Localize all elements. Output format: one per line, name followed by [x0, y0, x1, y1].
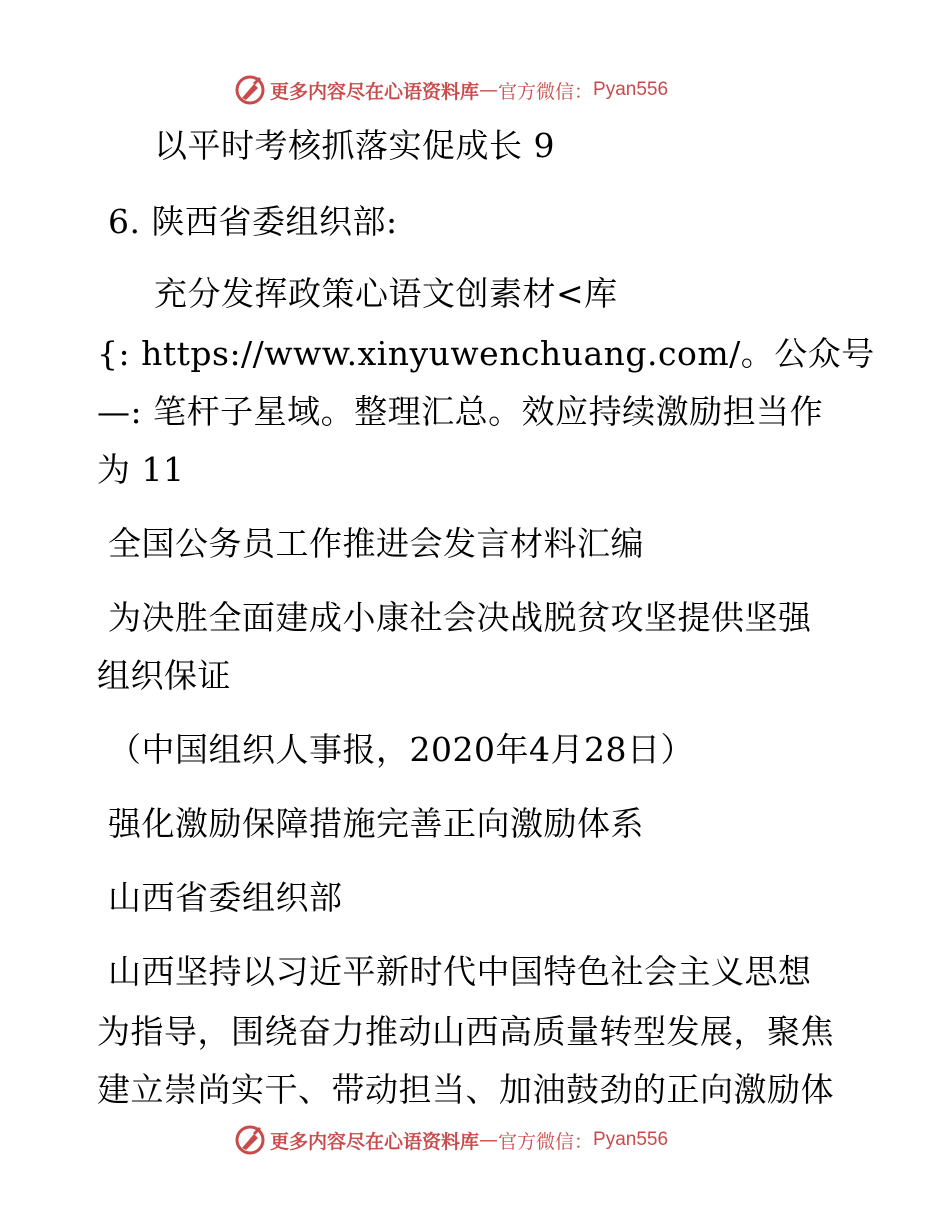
article-source: （中国组织人事报，2020年4月28日）	[108, 730, 694, 769]
pen-nib-circle-icon	[234, 1124, 266, 1156]
watermark-dash: —	[479, 79, 499, 101]
watermark-main-text: 更多内容尽在心语资料库	[270, 1130, 480, 1153]
watermark-label: 官方微信：	[498, 80, 594, 103]
toc-line-2: 6. 陕西省委组织部:	[108, 202, 398, 241]
header-watermark	[234, 72, 668, 108]
watermark-label: 官方微信：	[498, 1130, 594, 1153]
watermark-dash: —	[479, 1129, 499, 1151]
paragraph-line-3: 建立崇尚实干、带动担当、加油鼓劲的正向激励体	[97, 1070, 834, 1109]
text-line-5: —: 笔杆子星域。整理汇总。效应持续激励担当作	[97, 392, 824, 431]
paragraph-line-1: 山西坚持以习近平新时代中国特色社会主义思想	[108, 952, 812, 991]
watermark-account: Pyan556	[593, 1129, 669, 1150]
section-title: 全国公务员工作推进会发言材料汇编	[108, 524, 644, 563]
toc-line-1: 以平时考核抓落实促成长 9	[154, 126, 555, 165]
subheading: 强化激励保障措施完善正向激励体系	[108, 804, 644, 843]
pen-nib-circle-icon	[234, 74, 266, 106]
author: 山西省委组织部	[108, 878, 343, 917]
watermark-main-text: 更多内容尽在心语资料库	[270, 80, 480, 103]
text-line-3: 充分发挥政策心语文创素材<库	[154, 274, 618, 313]
watermark-account: Pyan556	[593, 79, 669, 100]
paragraph-line-2: 为指导，围绕奋力推动山西高质量转型发展，聚焦	[97, 1012, 834, 1051]
article-title-line-1: 为决胜全面建成小康社会决战脱贫攻坚提供坚强	[108, 598, 812, 637]
footer-watermark	[234, 1122, 668, 1158]
text-line-4: {: https://www.xinyuwenchuang.com/。公众号	[97, 334, 875, 373]
article-title-line-2: 组织保证	[97, 656, 231, 695]
text-line-6: 为 11	[97, 450, 185, 489]
